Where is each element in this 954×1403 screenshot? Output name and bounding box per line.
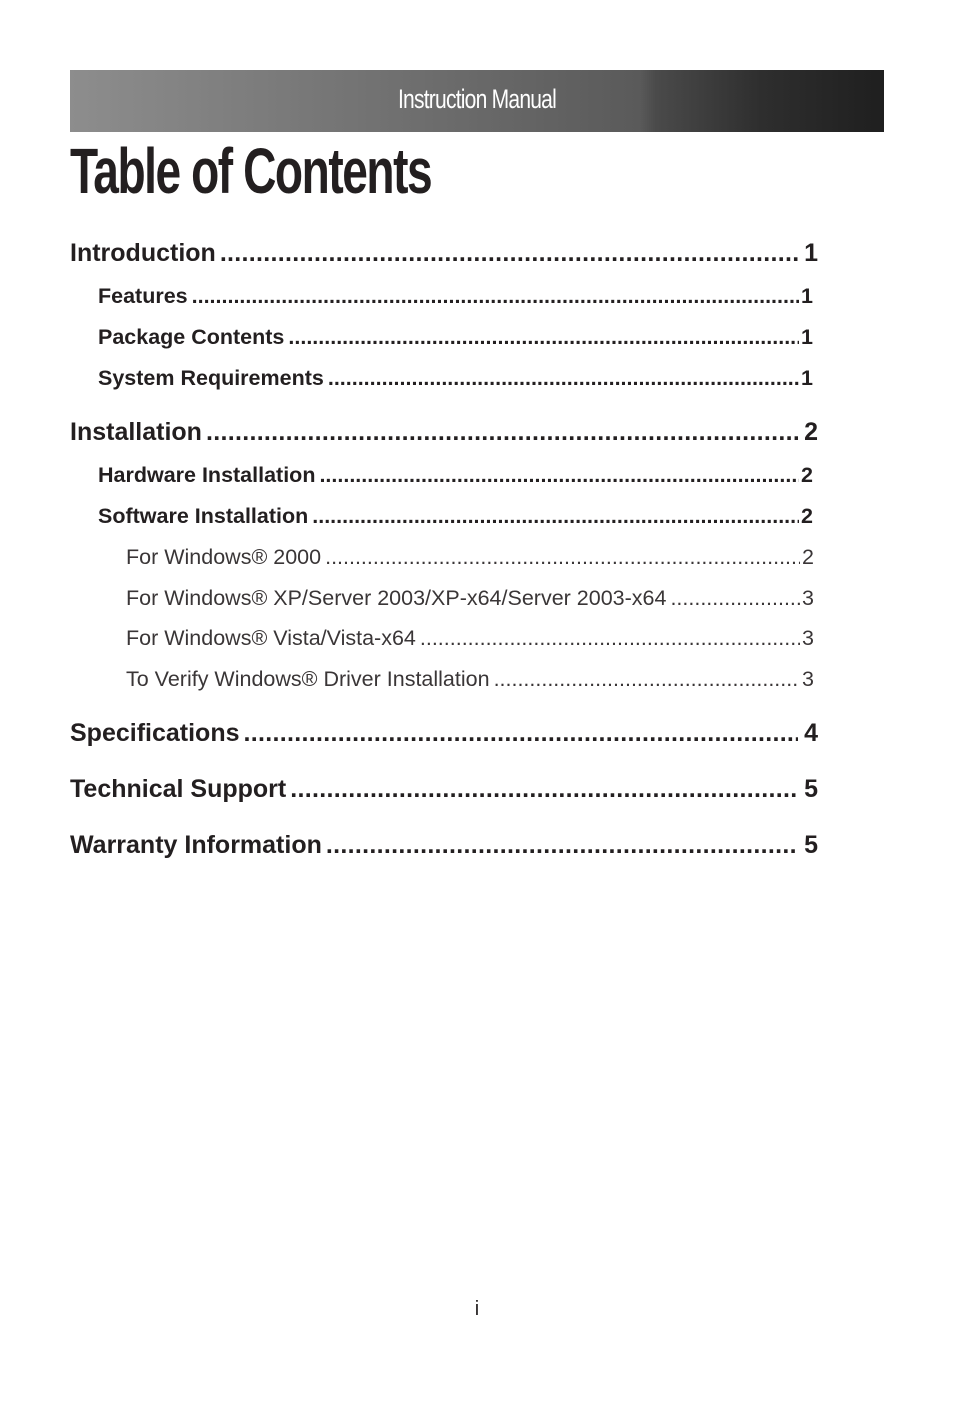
toc-leader-dots (328, 366, 799, 391)
toc-entry-label: For Windows® 2000 (126, 545, 322, 569)
toc-entry-page: 5 (804, 775, 818, 803)
toc-entry-package-contents[interactable] (98, 325, 813, 350)
toc-entry-page: 1 (801, 325, 813, 349)
toc-leader-dots (312, 504, 799, 529)
toc-entry-page: 2 (801, 504, 813, 528)
toc-entry-page: 3 (802, 626, 814, 650)
toc-entry-label: System Requirements (98, 366, 324, 390)
toc-entry-page: 2 (801, 463, 813, 487)
toc-entry-windows-vista[interactable] (126, 626, 814, 651)
toc-entry-label: Software Installation (98, 504, 309, 528)
toc-entry-page: 3 (802, 586, 814, 610)
page-title: Table of Contents (70, 135, 432, 207)
toc-entry-page: 1 (801, 366, 813, 390)
header-bar (70, 70, 884, 132)
toc-entry-label: Specifications (70, 719, 240, 747)
toc-entry-page: 3 (802, 667, 814, 691)
toc-entry-label: Hardware Installation (98, 463, 316, 487)
toc-entry-page: 1 (804, 239, 818, 267)
toc-entry-label: For Windows® Vista/Vista-x64 (126, 626, 416, 650)
toc-leader-dots (220, 239, 798, 268)
toc-leader-dots (206, 418, 798, 447)
toc-entry-label: Features (98, 284, 188, 308)
toc-entry-label: Package Contents (98, 325, 285, 349)
toc-leader-dots (325, 545, 800, 570)
toc-leader-dots (244, 719, 799, 748)
toc-entry-hardware-installation[interactable] (98, 463, 813, 488)
toc-entry-label: For Windows® XP/Server 2003/XP-x64/Server 2003-x64 (126, 586, 667, 610)
toc-entry-label: Technical Support (70, 775, 287, 803)
toc-entry-label: Installation (70, 418, 202, 446)
toc-entry-page: 1 (801, 284, 813, 308)
toc-leader-dots (290, 775, 798, 804)
toc-entry-system-requirements[interactable] (98, 366, 813, 391)
toc-entry-features[interactable] (98, 284, 813, 309)
toc-leader-dots (420, 626, 800, 651)
toc-leader-dots (494, 667, 800, 692)
toc-entry-installation[interactable] (70, 418, 818, 447)
toc-entry-page: 4 (804, 719, 818, 747)
toc-entry-label: To Verify Windows® Driver Installation (126, 667, 490, 691)
toc-entry-page: 2 (804, 418, 818, 446)
toc-entry-technical-support[interactable] (70, 775, 818, 804)
toc-entry-label: Warranty Information (70, 831, 322, 859)
toc-leader-dots (192, 284, 799, 309)
toc-leader-dots (319, 463, 799, 488)
toc-entry-warranty-information[interactable] (70, 831, 818, 860)
toc-entry-introduction[interactable] (70, 239, 818, 268)
toc-entry-page: 5 (804, 831, 818, 859)
toc-entry-software-installation[interactable] (98, 504, 813, 529)
toc-leader-dots (670, 586, 800, 611)
toc-entry-windows-xp[interactable] (126, 586, 814, 611)
toc-entry-verify-driver[interactable] (126, 667, 814, 692)
toc-leader-dots (288, 325, 799, 350)
toc-entry-specifications[interactable] (70, 719, 818, 748)
page-number: i (474, 1298, 480, 1320)
toc-entry-page: 2 (802, 545, 814, 569)
toc-entry-windows-2000[interactable] (126, 545, 814, 570)
toc-entry-label: Introduction (70, 239, 216, 267)
header-title: Instruction Manual (397, 84, 557, 114)
toc-leader-dots (326, 831, 798, 860)
